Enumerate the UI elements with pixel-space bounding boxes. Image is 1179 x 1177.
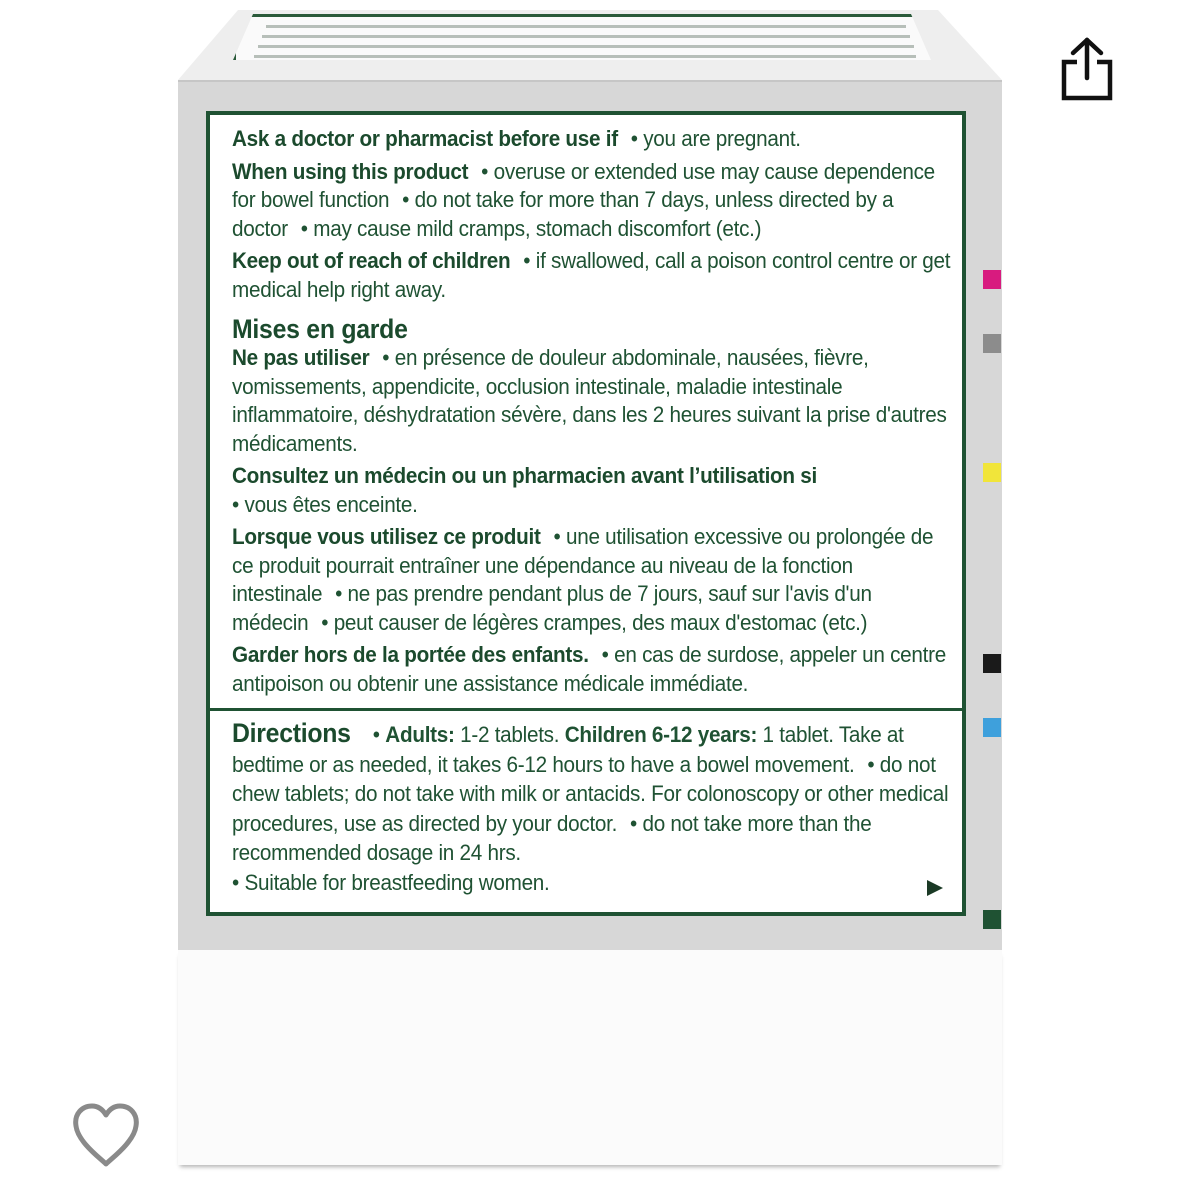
box-top-label: [233, 14, 937, 63]
lorsque-item: une utilisation excessive ou prolongée de ce produit pourrait entraîner une dépendance au niveau de la fonction intestinale: [232, 524, 934, 606]
directions-heading: Directions: [232, 718, 351, 748]
share-icon[interactable]: [1058, 36, 1116, 102]
lorsque-heading: Lorsque vous utilisez ce produit: [232, 524, 541, 549]
garder-text: en cas de surdose, appeler un centre antipoison ou obtenir une assistance médicale immédiate.: [232, 642, 946, 696]
keep-out-text: if swallowed, call a poison control centre or get medical help right away.: [232, 248, 951, 302]
ne-pas-utiliser-heading: Ne pas utiliser: [232, 345, 370, 370]
lorsque-paragraph: Lorsque vous utilisez ce produit • une utilisation excessive ou prolongée de ce produit pourrait entraîner une dépendance au niveau de la fonction intestinale • ne pas prendre pendant plus de 7 jours, sauf sur l'avis d'un médecin • peut causer de légères crampes, des maux d'estomac (etc.): [232, 524, 934, 635]
lorsque-item: peut causer de légères crampes, des maux d'estomac (etc.): [333, 609, 868, 635]
ne-pas-utiliser-paragraph: Ne pas utiliser • en présence de douleur abdominale, nausées, fièvre, vomissements, appendicite, occlusion intestinale, maladie intestinale inflammatoire, déshydratation sévère, dans les 2 heures suivant la prise d'autres médicaments.: [232, 345, 947, 456]
consultez-paragraph: Consultez un médecin ou un pharmacien avant l’utilisation si • vous êtes enceinte.: [232, 463, 817, 517]
keep-out-heading: Keep out of reach of children: [232, 248, 511, 273]
ne-pas-utiliser-text: en présence de douleur abdominale, nausées, fièvre, vomissements, appendicite, occlusion intestinale, maladie intestinale inflammatoire, déshydratation sévère, dans les 2 heures suivant la prise d'autres médicaments.: [232, 345, 947, 456]
drug-facts-panel: [206, 111, 966, 916]
color-mark-gray: [983, 334, 1001, 353]
color-mark-cyan: [983, 718, 1001, 737]
directions-section: Directions • Adults: 1-2 tablets. Children 6-12 years: 1 tablet. Take at bedtime or as needed, it takes 6-12 hours to have a bowel movement. • do not chew tablets; do not take with milk or antacids. For colonoscopy or other medical procedures, use as directed by your doctor. • do not take more than the recommended dosage in 24 hrs. • Suitable for breastfeeding women.: [232, 718, 949, 895]
when-using-heading: When using this product: [232, 158, 469, 184]
directions-item: do not chew tablets; do not take with milk or antacids. For colonoscopy or other medical procedures, use as directed by your doctor.: [232, 751, 949, 836]
when-using-item: may cause mild cramps, stomach discomfort (etc.): [313, 215, 762, 241]
directions-item: do not take more than the recommended dosage in 24 hrs.: [232, 810, 872, 865]
consultez-heading: Consultez un médecin ou un pharmacien avant l’utilisation si: [232, 463, 817, 488]
directions-item: Suitable for breastfeeding women.: [244, 869, 550, 895]
ask-doctor-paragraph: Ask a doctor or pharmacist before use if • you are pregnant.: [232, 126, 801, 151]
when-using-item: overuse or extended use may cause dependence for bowel function: [232, 158, 935, 212]
children-text: 1 tablet. Take at bedtime or as needed, it takes 6-12 hours to have a bowel movement.: [232, 722, 904, 777]
adults-text: 1-2 tablets.: [460, 722, 560, 747]
keep-out-paragraph: Keep out of reach of children • if swallowed, call a poison control centre or get medical help right away.: [232, 248, 951, 302]
color-mark-yellow: [983, 463, 1001, 482]
mises-en-garde-heading: Mises en garde: [232, 314, 408, 344]
triangle-right-icon: [926, 879, 944, 897]
heart-icon[interactable]: [70, 1100, 142, 1170]
box-bottom-area: [178, 950, 1002, 1165]
color-mark-green: [983, 910, 1001, 929]
ask-doctor-heading: Ask a doctor or pharmacist before use if: [232, 126, 618, 151]
consultez-text: vous êtes enceinte.: [244, 491, 418, 517]
ask-doctor-text: you are pregnant.: [643, 126, 801, 151]
children-label: Children 6-12 years:: [564, 722, 758, 747]
garder-heading: Garder hors de la portée des enfants.: [232, 642, 589, 667]
section-divider: [210, 708, 962, 711]
color-mark-magenta: [983, 270, 1001, 289]
lorsque-item: ne pas prendre pendant plus de 7 jours, sauf sur l'avis d'un médecin: [232, 581, 872, 635]
when-using-paragraph: When using this product • overuse or extended use may cause dependence for bowel function • do not take for more than 7 days, unless directed by a doctor • may cause mild cramps, stomach discomfort (etc.): [232, 158, 935, 241]
garder-paragraph: Garder hors de la portée des enfants. • en cas de surdose, appeler un centre antipoison ou obtenir une assistance médicale immédiate.: [232, 642, 946, 696]
warnings-text: [232, 125, 954, 702]
adults-label: Adults:: [385, 722, 455, 747]
when-using-item: do not take for more than 7 days, unless directed by a doctor: [232, 187, 894, 241]
color-mark-black: [983, 654, 1001, 673]
